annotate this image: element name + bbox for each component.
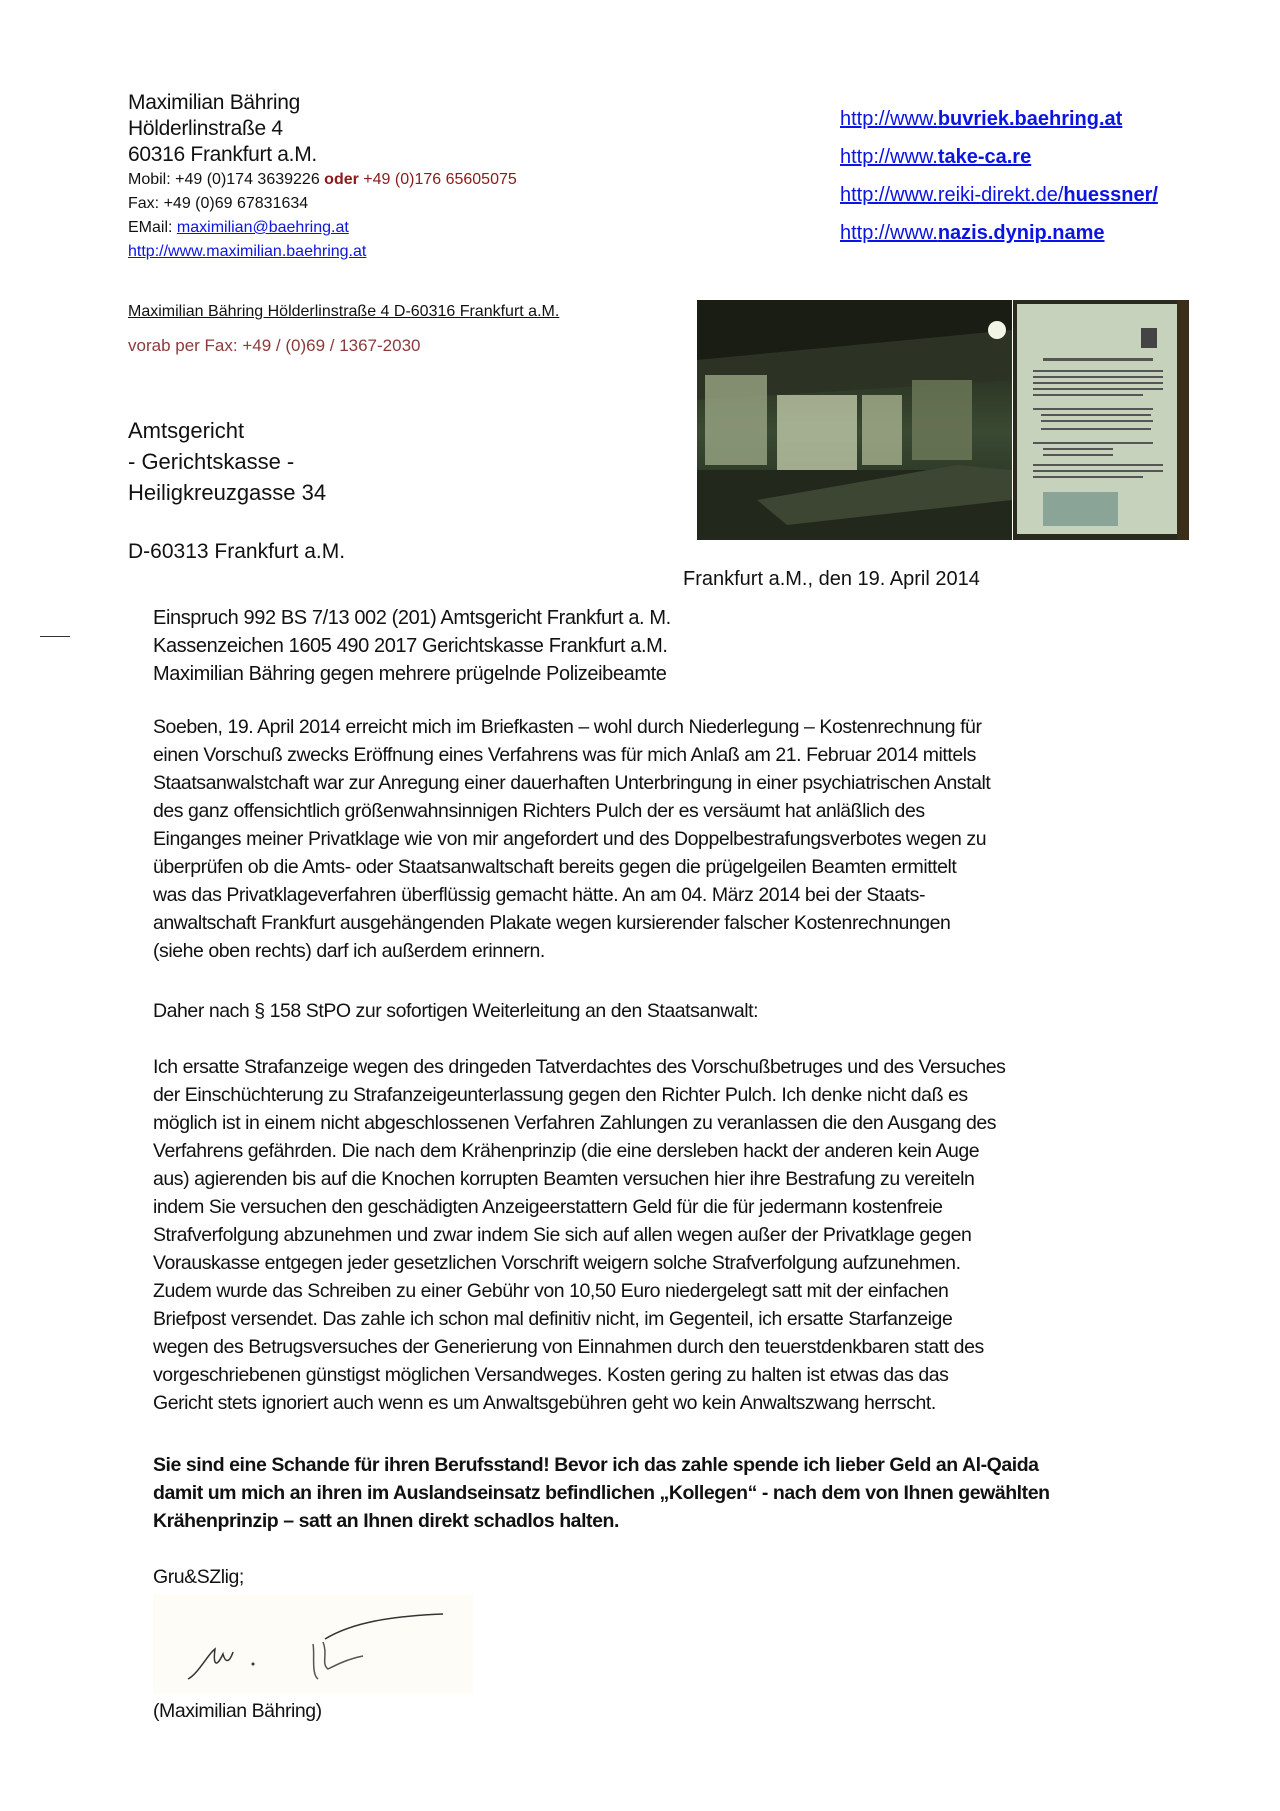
email-link[interactable]: maximilian@baehring.at (176, 219, 349, 236)
sender-city: 60316 Frankfurt a.M. (128, 143, 317, 166)
sender-email (128, 216, 517, 240)
court-entrance-photo (697, 300, 1012, 540)
link-buvriek[interactable]: http://www.buvriek.baehring.at (840, 108, 1123, 130)
link-reiki[interactable]: http://www.reiki-direkt.de/huessner/ (840, 184, 1158, 206)
link-take-care[interactable]: http://www.take-ca.re (840, 146, 1032, 168)
fold-mark (40, 636, 70, 637)
mobile-number-2: +49 (0)176 65605075 (363, 171, 517, 188)
recipient-address (128, 415, 326, 508)
mobile-number-1: +49 (0)174 3639226 (175, 171, 320, 188)
website-link[interactable]: http://www.maximilian.baehring.at (128, 243, 367, 260)
mobile-label: Mobil: (128, 171, 171, 188)
closing: Gru&SZlig; (153, 1566, 244, 1588)
sender-street: Hölderlinstraße 4 (128, 117, 283, 140)
paragraph-2: Daher nach § 158 StPO zur sofortigen Weiterleitung an den Staatsanwalt: (153, 1000, 759, 1022)
signature-name: (Maximilian Bähring) (153, 1700, 322, 1722)
recipient-line-1: Amtsgericht (128, 418, 245, 443)
subject-line-1: Einspruch 992 BS 7/13 002 (201) Amtsgericht Frankfurt a. M. (153, 607, 671, 629)
sender-mobile (128, 168, 517, 192)
subject-line-2: Kassenzeichen 1605 490 2017 Gerichtskasse Frankfurt a.M. (153, 635, 668, 657)
email-label: EMail: (128, 219, 173, 236)
handwritten-signature (153, 1594, 473, 1694)
recipient-line-3: Heiligkreuzgasse 34 (128, 480, 327, 505)
subject-line-3: Maximilian Bähring gegen mehrere prügelnde Polizeibeamte (153, 663, 667, 685)
link-nazis[interactable]: http://www.nazis.dynip.name (840, 222, 1105, 244)
recipient-line-2: - Gerichtskasse - (128, 449, 295, 474)
oder-text: oder (324, 171, 359, 188)
external-links (840, 100, 1158, 252)
fax-notice: vorab per Fax: +49 / (0)69 / 1367-2030 (128, 336, 421, 355)
recipient-city: D-60313 Frankfurt a.M. (128, 540, 346, 563)
fax-number: +49 (0)69 67831634 (163, 195, 309, 212)
sender-name: Maximilian Bähring (128, 91, 301, 114)
paragraph-1: Soeben, 19. April 2014 erreicht mich im Briefkasten – wohl durch Niederlegung – Kostenrechnung für einen Vorschuß zwecks Eröffnung eines Verfahrens was für mich Anlaß am 21. Februar 2014 mittels Staatsanwalstchaft war zur Anregung einer dauerhaften Unterbringung in einer psychiatrischen Anstalt des ganz offensichtlich größenwahnsinnigen Richters Pulch der es versäumt hat anläßlich des Einganges meiner Privatklage wie von mir angefordert und des Doppelbestrafungsverbotes wegen zu überprüfen ob die Amts- oder Staatsanwaltschaft bereits gegen die prügelgeilen Beamten ermittelt was das Privatklageverfahren überflüssig gemacht hätte. An am 04. März 2014 bei der Staats- anwaltschaft Frankfurt ausgehängenden Plakate wegen kursierender falscher Kostenrechnungen (siehe oben rechts) darf ich außerdem erinnern. (153, 716, 991, 962)
paragraph-3: Ich ersatte Strafanzeige wegen des dringeden Tatverdachtes des Vorschußbetruges und des Versuches der Einschüchterung zu Strafanzeigeunterlassung gegen den Richter Pulch. Ich denke nicht daß es möglich ist in einem nicht abgeschlossenen Verfahren Zahlungen zu veranlassen die den Ausgang des Verfahrens gefährden. Die nach dem Krähenprinzip (die eine dersleben hackt der anderen kein Auge aus) agierenden bis auf die Knochen korrupten Beamten versuchen hier ihre Bestrafung zu vereiteln indem Sie versuchen den geschädigten Anzeigeerstattern Geld für die für jedermann kostenfreie Strafverfolgung abzunehmen und zwar indem Sie sich auf allen wegen außer der Privatklage gegen Vorauskasse entgegen jeder gesetzlichen Vorschrift weigern solche Strafverfolgung aufzunehmen. Zudem wurde das Schreiben zu einer Gebühr von 10,50 Euro niedergelegt satt mit der einfachen Briefpost versendet. Das zahle ich schon mal definitiv nicht, im Gegenteil, ich ersatte Starfanzeige wegen des Betrugsversuches der Generierung von Einnahmen durch den teuerstdenkbaren statt des vorgeschriebenen günstigst möglichen Versandweges. Kosten gering zu halten ist etwas das das Gericht stets ignoriert auch wenn es um Anwaltsgebühren geht wo kein Anwaltszwang herrscht. (153, 1056, 1006, 1414)
notice-poster-photo (1013, 300, 1189, 540)
letter-date: Frankfurt a.M., den 19. April 2014 (683, 568, 980, 590)
fax-label: Fax: (128, 195, 160, 212)
paragraph-4: Sie sind eine Schande für ihren Berufsstand! Bevor ich das zahle spende ich lieber Geld an Al-Qaida damit um mich an ihren im Auslandseinsatz befindlichen „Kollegen“ - nach dem von Ihnen gewählten Krähenprinzip – satt an Ihnen direkt schadlos halten. (153, 1454, 1050, 1532)
sender-fax (128, 192, 517, 216)
return-address-line: Maximilian Bähring Hölderlinstraße 4 D-60316 Frankfurt a.M. (128, 303, 560, 320)
sender-block (128, 90, 517, 264)
subject-block (153, 604, 671, 688)
